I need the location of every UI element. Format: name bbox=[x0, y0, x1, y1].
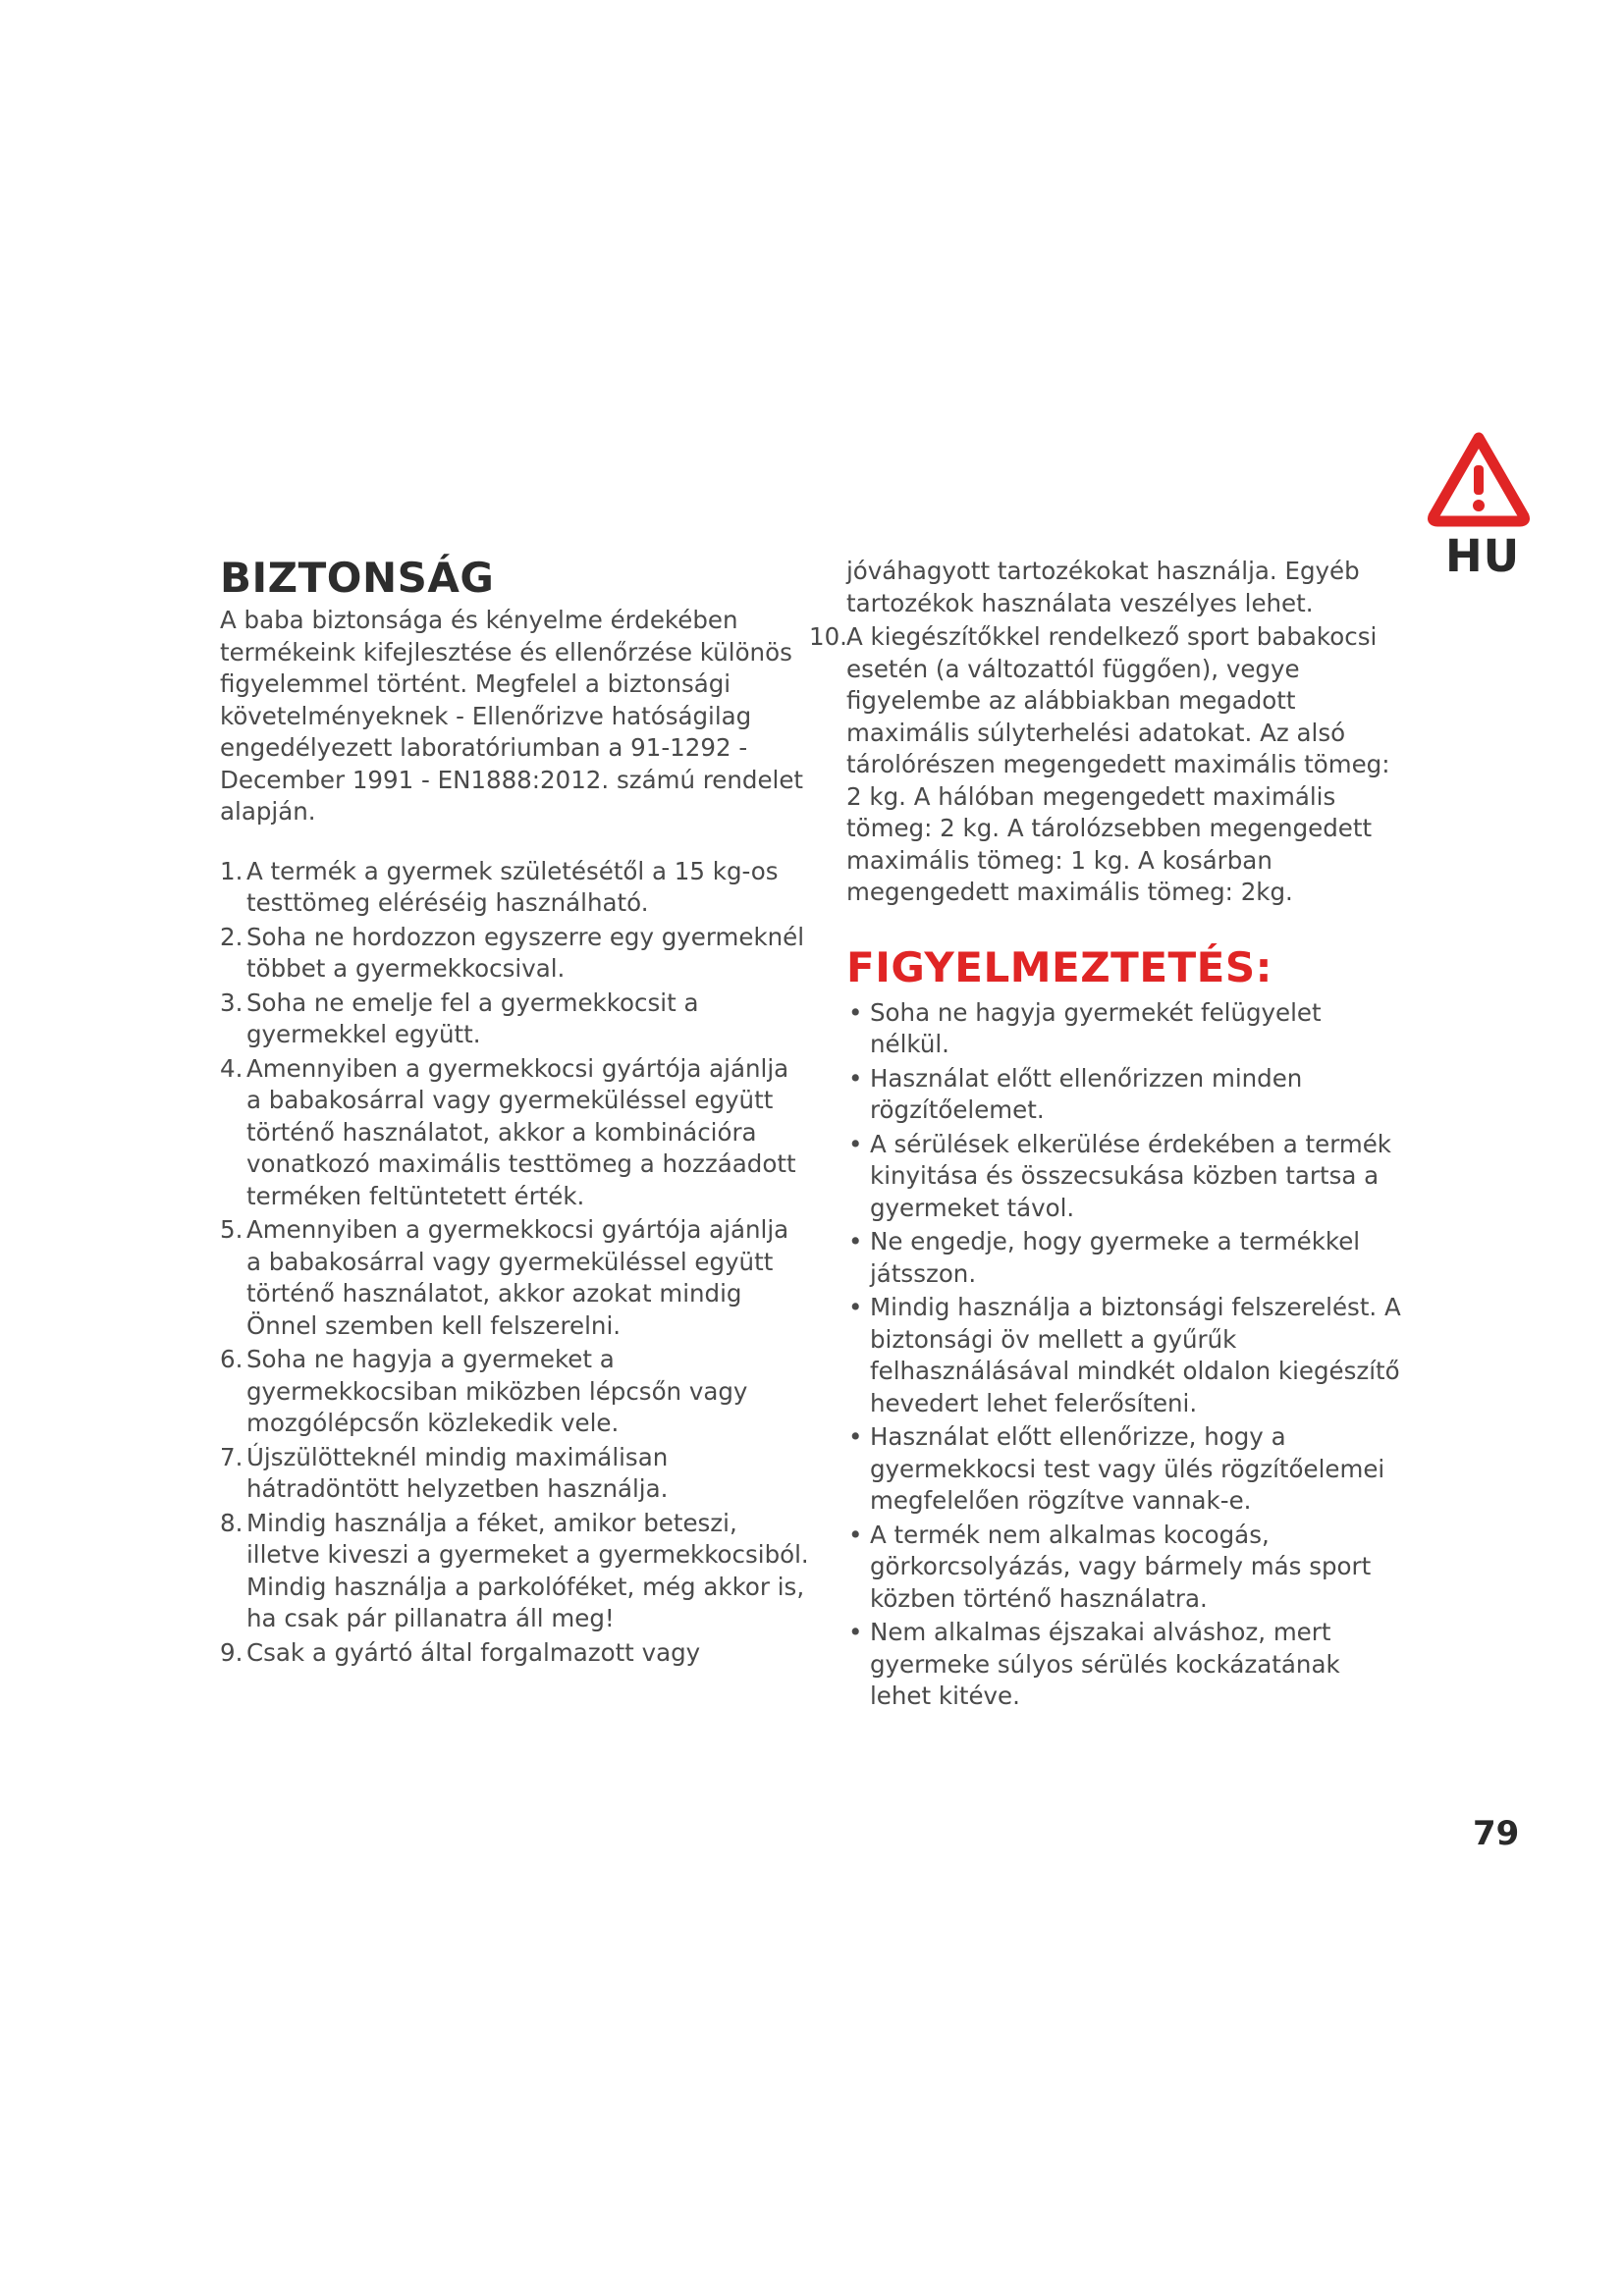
list-item: 2. Soha ne hordozzon egyszerre egy gyermeknél többet a gyermekkocsival. bbox=[220, 922, 805, 983]
list-item: • Ne engedje, hogy gyermeke a termékkel játsszon. bbox=[846, 1226, 1406, 1290]
list-item-continued: jóváhagyott tartozékokat használja. Egyéb tartozékok használata veszélyes lehet. bbox=[846, 557, 1360, 617]
list-item: • Használat előtt ellenőrizze, hogy a gyermekkocsi test vagy ülés rögzítőelemei megfelelően rögzítve vannak-e. bbox=[846, 1421, 1406, 1518]
list-item: • Nem alkalmas éjszakai alváshoz, mert gyermeke súlyos sérülés kockázatának lehet kitéve. bbox=[846, 1617, 1406, 1713]
right-column bbox=[809, 556, 1406, 1715]
safety-intro: A baba biztonsága és kényelme érdekében termékeink kifejlesztése és ellenőrzése különös figyelemmel történt. Megfelel a biztonsági követelményeknek - Ellenőrizve hatóságilag engedélyezett laboratóriumban a 91-1292 - December 1991 - EN1888:2012. számú rendelet alapján. bbox=[220, 606, 804, 826]
warning-triangle-icon bbox=[1426, 430, 1532, 528]
language-code: HU bbox=[1445, 530, 1521, 582]
list-item: 5. Amennyiben a gyermekkocsi gyártója ajánlja a babakosárral vagy gyermeküléssel együtt történő használatot, akkor azokat mindig Önnel szemben kell felszerelni. bbox=[220, 1215, 789, 1340]
list-item: • Soha ne hagyja gyermekét felügyelet nélkül. bbox=[846, 997, 1406, 1061]
safety-list-continued bbox=[809, 556, 1406, 909]
page-number: 79 bbox=[1473, 1814, 1520, 1853]
left-column bbox=[220, 556, 809, 1671]
warning-heading: FIGYELMEZTETÉS: bbox=[846, 942, 1272, 991]
list-item: 7. Újszülötteknél mindig maximálisan hátradöntött helyzetben használja. bbox=[220, 1442, 669, 1503]
list-item: • A sérülések elkerülése érdekében a termék kinyitása és összecsukása közben tartsa a gyermeket távol. bbox=[846, 1129, 1406, 1225]
list-item: 9. Csak a gyártó által forgalmazott vagy bbox=[220, 1637, 701, 1667]
list-item: 8. Mindig használja a féket, amikor beteszi, illetve kiveszi a gyermeket a gyermekkocsiból. Mindig használja a parkolóféket, még akkor is, ha csak pár pillanatra áll meg! bbox=[220, 1508, 809, 1632]
safety-list bbox=[220, 856, 809, 1670]
list-item: 6. Soha ne hagyja a gyermeket a gyermekkocsiban miközben lépcsőn vagy mozgólépcsőn közlekedik vele. bbox=[220, 1345, 748, 1437]
warning-list bbox=[846, 997, 1406, 1713]
list-item: 4. Amennyiben a gyermekkocsi gyártója ajánlja a babakosárral vagy gyermeküléssel együtt történő használatot, akkor a kombinációra vonatkozó maximális testtömeg a hozzáadott terméken feltüntetett érték. bbox=[220, 1053, 796, 1210]
list-item: • Használat előtt ellenőrizzen minden rögzítőelemet. bbox=[846, 1063, 1406, 1127]
list-item: 1. A termék a gyermek születésétől a 15 kg-os testtömeg eléréséig használható. bbox=[220, 856, 779, 917]
list-item: • A termék nem alkalmas kocogás, görkorcsolyázás, vagy bármely más sport közben történő használatra. bbox=[846, 1520, 1406, 1616]
list-item: 3. Soha ne emelje fel a gyermekkocsit a gyermekkel együtt. bbox=[220, 988, 699, 1048]
list-item: 10. A kiegészítőkkel rendelkező sport babakocsi esetén (a változattól függően), vegye figyelembe az alábbiakban megadott maximális súlyterhelési adatokat. Az alsó tárolórészen megengedett maximális tömeg: 2 kg. A hálóban megengedett maximális tömeg: 2 kg. A tárolózsebben megengedett maximális tömeg: 1 kg. A kosárban megengedett maximális tömeg: 2kg. bbox=[809, 622, 1390, 906]
safety-heading: BIZTONSÁG bbox=[220, 554, 495, 602]
list-item: • Mindig használja a biztonsági felszerelést. A biztonsági öv mellett a gyűrűk felhasználásával mindkét oldalon kiegészítő hevedert lehet felerősíteni. bbox=[846, 1292, 1406, 1419]
